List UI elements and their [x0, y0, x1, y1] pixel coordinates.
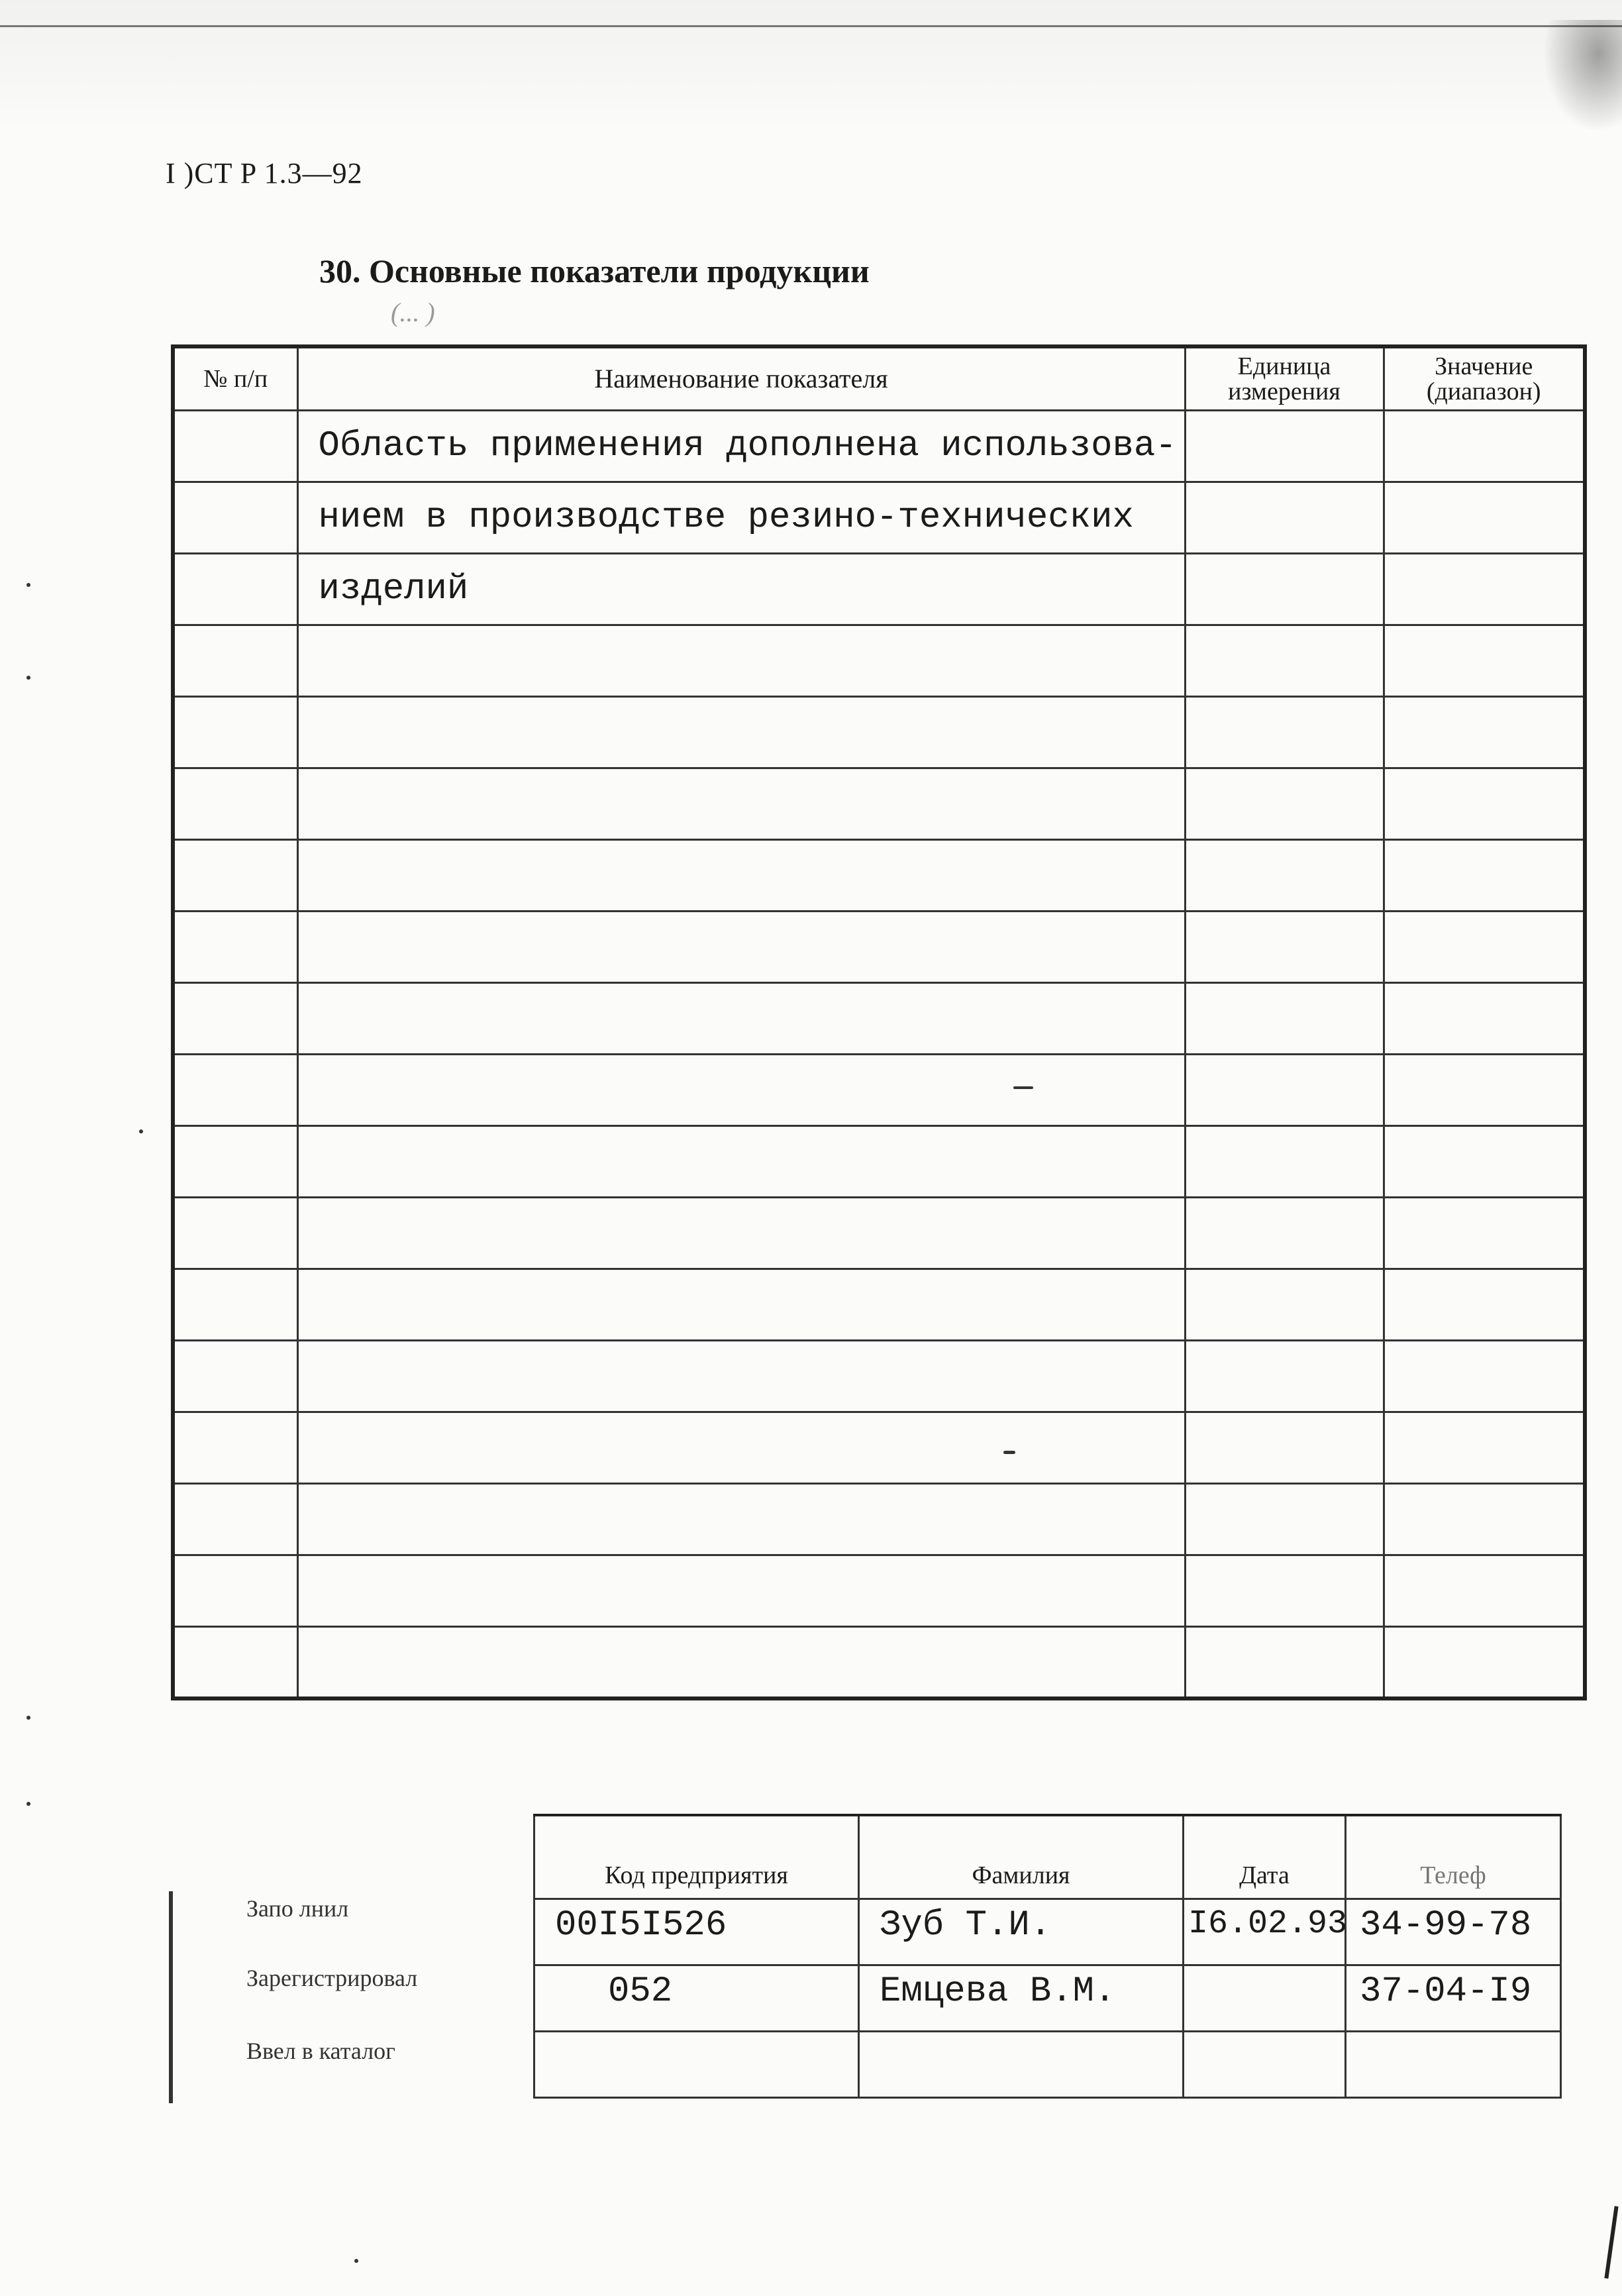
- value-cell: [1384, 697, 1585, 768]
- indicator-row: [173, 625, 1585, 697]
- value-cell: [1384, 1198, 1585, 1269]
- indicator-name-cell: [297, 1555, 1185, 1627]
- indicator-name-cell: [297, 1412, 1185, 1484]
- number-cell: [173, 411, 297, 482]
- indicator-name-cell: [297, 697, 1185, 768]
- indicator-name-cell: [297, 1126, 1185, 1198]
- unit-cell: [1185, 1126, 1384, 1198]
- value-cell: [1384, 1055, 1585, 1126]
- indicator-row: [173, 1126, 1585, 1198]
- indicator-name-cell: [297, 1484, 1185, 1555]
- number-cell: [173, 983, 297, 1055]
- col-unit-header: Единица измерения: [1185, 346, 1384, 411]
- indicator-row: [173, 482, 1585, 554]
- surname-cell: Емцева В.М.: [859, 1965, 1184, 2032]
- registration-row-filled: [534, 1899, 1561, 1965]
- number-cell: [173, 625, 297, 697]
- indicator-row: [173, 1555, 1585, 1627]
- value-cell: [1384, 1341, 1585, 1412]
- indicator-row: [173, 840, 1585, 912]
- number-cell: [173, 1269, 297, 1341]
- indicators-body: [173, 411, 1585, 1698]
- registration-row-registered: [534, 1965, 1561, 2032]
- surname-cell: Зуб Т.И.: [859, 1899, 1184, 1965]
- surname-cell: [859, 2032, 1184, 2098]
- row-label-cataloged: Ввел в каталог: [246, 2038, 395, 2064]
- faint-note: (... ): [391, 297, 435, 327]
- unit-cell: [1185, 482, 1384, 554]
- indicator-row: [173, 697, 1585, 768]
- indicator-name-cell: [297, 1269, 1185, 1341]
- indicator-row: [173, 983, 1585, 1055]
- phone-cell: [1346, 2032, 1561, 2098]
- value-cell: [1384, 840, 1585, 912]
- enterprise-code-cell: [534, 2032, 859, 2098]
- indicator-name-cell: [297, 1627, 1185, 1698]
- unit-cell: [1185, 554, 1384, 625]
- number-cell: [173, 1412, 297, 1484]
- unit-cell: [1185, 1484, 1384, 1555]
- number-cell: [173, 554, 297, 625]
- scan-noise: [0, 0, 1622, 132]
- unit-cell: [1185, 840, 1384, 912]
- indicator-name-cell: Область применения дополнена использова-: [297, 411, 1185, 482]
- indicator-row: [173, 1269, 1585, 1341]
- number-cell: [173, 1627, 297, 1698]
- date-cell: [1184, 2032, 1346, 2098]
- indicator-row: [173, 1627, 1585, 1698]
- corner-smudge: [1543, 20, 1622, 132]
- indicator-name-cell: [297, 1055, 1185, 1126]
- unit-cell: [1185, 1055, 1384, 1126]
- registration-row-cataloged: [534, 2032, 1561, 2098]
- unit-cell: [1185, 1627, 1384, 1698]
- indicator-name-cell: [297, 912, 1185, 983]
- top-rule: [0, 25, 1622, 27]
- col-name-header: Наименование показателя: [297, 346, 1185, 411]
- col-surname-header: Фамилия: [859, 1815, 1184, 1899]
- registration-table: [533, 1814, 1562, 2099]
- indicator-name-cell: [297, 983, 1185, 1055]
- indicator-row: [173, 1198, 1585, 1269]
- unit-cell: [1185, 697, 1384, 768]
- indicator-name-cell: [297, 1341, 1185, 1412]
- number-cell: [173, 1126, 297, 1198]
- col-phone-header: Телеф: [1346, 1815, 1561, 1899]
- margin-slash-mark: [1604, 2206, 1618, 2279]
- value-cell: [1384, 983, 1585, 1055]
- indicator-name-cell: [297, 625, 1185, 697]
- indicator-name-cell: нием в производстве резино-технических: [297, 482, 1185, 554]
- number-cell: [173, 1198, 297, 1269]
- section-title: 30. Основные показатели продукции: [319, 252, 870, 289]
- value-cell: [1384, 625, 1585, 697]
- unit-cell: [1185, 625, 1384, 697]
- number-cell: [173, 482, 297, 554]
- number-cell: [173, 912, 297, 983]
- document-code: I )CT P 1.3—92: [166, 157, 363, 189]
- indicator-row: [173, 912, 1585, 983]
- indicator-row: [173, 554, 1585, 625]
- value-cell: [1384, 1126, 1585, 1198]
- unit-cell: [1185, 912, 1384, 983]
- value-cell: [1384, 1269, 1585, 1341]
- unit-cell: [1185, 1341, 1384, 1412]
- value-cell: [1384, 1484, 1585, 1555]
- value-cell: [1384, 1555, 1585, 1627]
- col-number-header: № п/п: [173, 346, 297, 411]
- number-cell: [173, 697, 297, 768]
- indicator-row: [173, 768, 1585, 840]
- number-cell: [173, 1555, 297, 1627]
- value-cell: [1384, 912, 1585, 983]
- unit-cell: [1185, 768, 1384, 840]
- number-cell: [173, 768, 297, 840]
- number-cell: [173, 840, 297, 912]
- indicator-row: [173, 411, 1585, 482]
- enterprise-code-cell: 052: [534, 1965, 859, 2032]
- value-cell: [1384, 1412, 1585, 1484]
- unit-cell: [1185, 1412, 1384, 1484]
- phone-cell: 37-04-I9: [1346, 1965, 1561, 2032]
- date-cell: I6.02.93: [1184, 1899, 1346, 1965]
- indicators-header-row: [173, 346, 1585, 411]
- value-cell: [1384, 1627, 1585, 1698]
- row-label-filled: Запо лнил: [246, 1895, 349, 1922]
- value-cell: [1384, 411, 1585, 482]
- value-cell: [1384, 554, 1585, 625]
- number-cell: [173, 1055, 297, 1126]
- phone-cell: 34-99-78: [1346, 1899, 1561, 1965]
- col-enterprise-code-header: Код предприятия: [534, 1815, 859, 1899]
- number-cell: [173, 1341, 297, 1412]
- indicator-row: [173, 1341, 1585, 1412]
- col-value-header: Значение (диапазон): [1384, 346, 1585, 411]
- date-cell: [1184, 1965, 1346, 2032]
- unit-cell: [1185, 983, 1384, 1055]
- unit-cell: [1185, 1198, 1384, 1269]
- indicator-name-cell: [297, 840, 1185, 912]
- indicators-table: [171, 344, 1587, 1700]
- indicator-row: [173, 1412, 1585, 1484]
- left-bracket: [169, 1891, 173, 2103]
- indicator-name-cell: изделий: [297, 554, 1185, 625]
- indicator-row: [173, 1055, 1585, 1126]
- value-cell: [1384, 768, 1585, 840]
- number-cell: [173, 1484, 297, 1555]
- row-label-registered: Зарегистрировал: [246, 1965, 418, 1991]
- unit-cell: [1185, 1555, 1384, 1627]
- indicator-name-cell: [297, 1198, 1185, 1269]
- col-date-header: Дата: [1184, 1815, 1346, 1899]
- unit-cell: [1185, 1269, 1384, 1341]
- value-cell: [1384, 482, 1585, 554]
- unit-cell: [1185, 411, 1384, 482]
- indicator-row: [173, 1484, 1585, 1555]
- enterprise-code-cell: 00I5I526: [534, 1899, 859, 1965]
- indicator-name-cell: [297, 768, 1185, 840]
- registration-header-row: [534, 1815, 1561, 1899]
